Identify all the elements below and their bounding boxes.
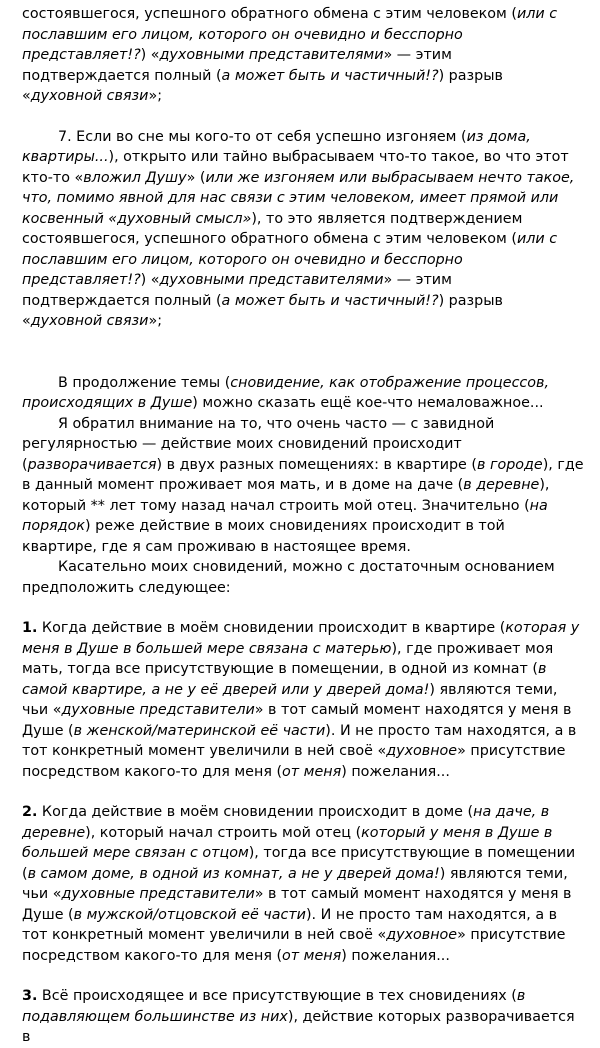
body-text: ), который начал строить мой отец ( — [85, 824, 362, 841]
emphasis-text: в подавляющем большинстве из них — [22, 988, 526, 1025]
list-item-3 — [22, 986, 584, 1048]
emphasis-text: от меня — [282, 763, 342, 780]
list-item-2 — [22, 802, 584, 966]
emphasis-text: духовное — [386, 927, 458, 943]
body-text: » присутствие посредством какого-то для меня ( — [22, 743, 566, 780]
list-item-1 — [22, 618, 584, 782]
body-text: ), тогда все присутствующие в помещении ( — [22, 845, 576, 882]
body-text: ) можно сказать ещё кое-что немаловажное... — [192, 395, 544, 411]
paragraph-assumption — [22, 557, 584, 598]
emphasis-text: или же изгоняем или выбрасываем нечто такое, что, помимо явной для нас связи с этим человеком, имеет прямой или косвенный «духовный смысл» — [22, 169, 575, 227]
emphasis-text: а может быть и частичный!? — [221, 292, 439, 309]
emphasis-text: в самой квартире, а не у её дверей или у дверей дома! — [22, 661, 547, 698]
emphasis-text: на даче, в деревне — [22, 804, 550, 841]
paragraph-observation — [22, 414, 584, 558]
emphasis-text: духовные представители — [61, 702, 255, 718]
body-text: ) реже действие в моих сновидениях происходит в той квартире, где я сам проживаю в настоящее время. — [22, 518, 505, 555]
body-text: »; — [148, 313, 163, 329]
emphasis-text: в женской/материнской её части — [73, 722, 326, 739]
list-number: 2. — [22, 804, 38, 820]
emphasis-text: духовное — [386, 743, 458, 759]
body-text: ), где проживает моя мать, тогда все присутствующие в помещении, в одной из комнат ( — [22, 640, 554, 677]
paragraph-6-continuation — [22, 4, 584, 107]
emphasis-text: в деревне — [463, 477, 540, 493]
emphasis-text: духовными представителями — [159, 272, 384, 288]
paragraph-intro — [22, 373, 584, 414]
emphasis-text: разворачивается — [27, 456, 157, 473]
body-text: » в тот самый момент находятся у меня в Душе ( — [22, 702, 572, 739]
body-text: Всё происходящее и все присутствующие в тех сновидениях ( — [37, 988, 517, 1004]
body-text: состоявшегося, успешного обратного обмена с этим человеком ( — [22, 6, 517, 22]
emphasis-text: духовной связи — [30, 313, 149, 329]
body-text: ). И не просто там находятся, а в тот конкретный момент увеличили в ней своё « — [22, 906, 558, 943]
body-text: ). И не просто там находятся, а в тот конкретный момент увеличили в ней своё « — [22, 722, 577, 759]
body-text: ), открыто или тайно выбрасываем что-то такое, во что этот кто-то « — [22, 149, 569, 186]
emphasis-text: в мужской/отцовской её части — [73, 906, 306, 923]
body-text: ) пожелания... — [341, 763, 450, 780]
emphasis-text: духовные представители — [61, 886, 255, 902]
emphasis-text: который у меня в Душе в большей мере связан с отцом — [22, 824, 553, 861]
emphasis-text: в самом доме, в одной из комнат, а не у дверей дома! — [27, 865, 440, 882]
body-text: ) являются теми, чьи « — [22, 681, 558, 718]
body-text: ) « — [140, 272, 160, 288]
body-text: ), действие которых разворачивается в — [22, 1008, 575, 1045]
emphasis-text: на порядок — [22, 497, 548, 534]
body-text: Я обратил внимание на то, что очень часто — с завидной регулярностью — действие моих сновидений происходит ( — [22, 415, 495, 473]
body-text: ), который ** лет тому назад начал строить мой отец. Значительно ( — [22, 477, 550, 514]
body-text: ) разрыв « — [22, 292, 503, 329]
list-number: 1. — [22, 620, 38, 636]
emphasis-text: от меня — [282, 947, 342, 964]
body-text: » в тот самый момент находятся у меня в Душе ( — [22, 886, 572, 923]
emphasis-text: из дома, квартиры... — [22, 128, 531, 165]
emphasis-text: которая у меня в Душе в большей мере связана с матерью — [22, 620, 580, 657]
body-text: ) пожелания... — [341, 947, 450, 964]
body-text: ) разрыв « — [22, 67, 503, 104]
body-text: » — этим подтверждается полный ( — [22, 47, 452, 84]
body-text: ), то это является подтверждением состоявшегося, успешного обратного обмена с этим человеком ( — [22, 210, 523, 247]
body-text: ) в двух разных помещениях: в квартире ( — [156, 456, 477, 473]
body-text: ) « — [140, 47, 160, 63]
emphasis-text: а может быть и частичный!? — [221, 67, 439, 84]
body-text: Касательно моих сновидений, можно с достаточным основанием предположить следующее: — [22, 559, 555, 596]
body-text: » ( — [186, 169, 206, 186]
emphasis-text: духовными представителями — [159, 47, 384, 63]
body-text: Когда действие в моём сновидении происходит в квартире ( — [37, 620, 506, 636]
emphasis-text: сновидение, как отображение процессов, происходящих в Душе — [22, 374, 550, 411]
body-text: ), где в данный момент проживает моя мать, и в доме на даче ( — [22, 456, 584, 493]
emphasis-text: духовной связи — [30, 88, 149, 104]
emphasis-text: в городе — [476, 456, 543, 473]
body-text: В продолжение темы ( — [58, 374, 231, 391]
emphasis-text: или с пославшим его лицом, которого он очевидно и бесспорно представляет!? — [22, 6, 558, 63]
list-number: 3. — [22, 988, 38, 1004]
emphasis-text: вложил Душу — [83, 169, 187, 186]
body-text: 7. Если во сне мы кого-то от себя успешно изгоняем ( — [58, 128, 467, 145]
body-text: » — этим подтверждается полный ( — [22, 272, 452, 309]
body-text: »; — [148, 88, 163, 104]
body-text: Когда действие в моём сновидении происходит в доме ( — [37, 804, 474, 820]
paragraph-7 — [22, 127, 584, 332]
document-page — [22, 4, 584, 1048]
body-text: ) являются теми, чьи « — [22, 865, 568, 902]
emphasis-text: или с пославшим его лицом, которого он очевидно и бесспорно представляет!? — [22, 231, 558, 288]
body-text: » присутствие посредством какого-то для меня ( — [22, 927, 566, 964]
